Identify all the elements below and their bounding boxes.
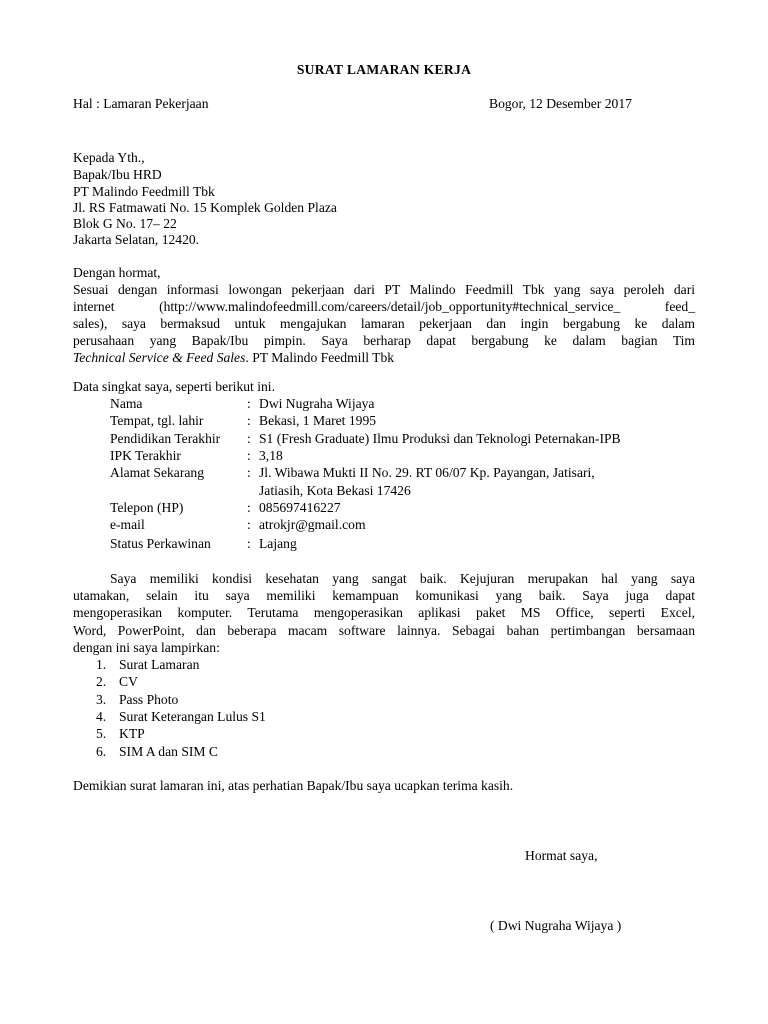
company-name: . PT Malindo Feedmill Tbk xyxy=(245,350,395,365)
data-separator: : xyxy=(247,500,251,515)
list-number: 4. xyxy=(96,709,107,724)
data-value: Jl. Wibawa Mukti II No. 29. RT 06/07 Kp. Payangan, Jatisari, xyxy=(259,465,595,480)
data-value: atrokjr@gmail.com xyxy=(259,517,366,532)
data-label: IPK Terakhir xyxy=(110,448,181,463)
data-separator: : xyxy=(247,431,251,446)
data-intro: Data singkat saya, seperti berikut ini. xyxy=(73,379,275,394)
list-text: KTP xyxy=(119,726,145,741)
data-label: Pendidikan Terakhir xyxy=(110,431,221,446)
data-label: Telepon (HP) xyxy=(110,500,184,515)
data-separator: : xyxy=(247,413,251,428)
data-label: Nama xyxy=(110,396,143,411)
signature-name: ( Dwi Nugraha Wijaya ) xyxy=(490,918,622,933)
list-item xyxy=(96,691,178,708)
list-text: Pass Photo xyxy=(119,692,179,707)
data-value: Lajang xyxy=(259,536,297,551)
paragraph-line xyxy=(73,349,394,366)
list-number: 6. xyxy=(96,744,107,759)
list-number: 5. xyxy=(96,726,107,741)
paragraph-line: Saya memiliki kondisi kesehatan yang sangat baik. Kejujuran merupakan hal yang saya xyxy=(110,571,695,586)
paragraph-line: sales), saya bermaksud untuk mengajukan lamaran pekerjaan dan ingin bergabung ke dalam xyxy=(73,316,695,331)
list-item xyxy=(96,725,145,742)
data-value: 085697416227 xyxy=(259,500,341,515)
paragraph-line: mengoperasikan komputer. Terutama mengoperasikan aplikasi paket MS Office, seperti Excel, xyxy=(73,605,695,620)
letter-place-date: Bogor, 12 Desember 2017 xyxy=(489,96,632,111)
list-text: Surat Keterangan Lulus S1 xyxy=(119,709,266,724)
data-value: 3,18 xyxy=(259,448,283,463)
paragraph-line: dengan ini saya lampirkan: xyxy=(73,640,220,655)
recipient-line: Kepada Yth., xyxy=(73,150,145,165)
list-text: CV xyxy=(119,674,138,689)
list-item xyxy=(96,656,199,673)
data-separator: : xyxy=(247,517,251,532)
paragraph-line: Word, PowerPoint, dan beberapa macam software lainnya. Sebagai bahan pertimbangan bersamaan xyxy=(73,623,695,638)
data-value: Jatiasih, Kota Bekasi 17426 xyxy=(259,483,411,498)
list-item xyxy=(96,708,266,725)
recipient-line: PT Malindo Feedmill Tbk xyxy=(73,184,215,199)
recipient-line: Jakarta Selatan, 12420. xyxy=(73,232,200,247)
data-label: Tempat, tgl. lahir xyxy=(110,413,204,428)
data-separator: : xyxy=(247,536,251,551)
recipient-line: Bapak/Ibu HRD xyxy=(73,167,162,182)
data-separator: : xyxy=(247,396,251,411)
list-text: Surat Lamaran xyxy=(119,657,200,672)
data-value: Dwi Nugraha Wijaya xyxy=(259,396,375,411)
data-separator: : xyxy=(247,448,251,463)
regards: Hormat saya, xyxy=(525,848,598,863)
list-text: SIM A dan SIM C xyxy=(119,744,218,759)
data-label: e-mail xyxy=(110,517,145,532)
list-item xyxy=(96,673,138,690)
list-number: 3. xyxy=(96,692,107,707)
data-value: S1 (Fresh Graduate) Ilmu Produksi dan Teknologi Peternakan-IPB xyxy=(259,431,621,446)
recipient-line: Jl. RS Fatmawati No. 15 Komplek Golden Plaza xyxy=(73,200,337,215)
paragraph-line: Sesuai dengan informasi lowongan pekerjaan dari PT Malindo Feedmill Tbk yang saya peroleh dari xyxy=(73,282,695,297)
letter-subject: Hal : Lamaran Pekerjaan xyxy=(73,96,209,111)
job-position: Technical Service & Feed Sales xyxy=(73,350,246,365)
list-number: 2. xyxy=(96,674,107,689)
paragraph-line: perusahaan yang Bapak/Ibu pimpin. Saya berharap dapat bergabung ke dalam bagian Tim xyxy=(73,333,695,348)
greeting: Dengan hormat, xyxy=(73,265,161,280)
list-item xyxy=(96,743,218,760)
list-number: 1. xyxy=(96,657,107,672)
recipient-line: Blok G No. 17– 22 xyxy=(73,216,177,231)
letter-title: SURAT LAMARAN KERJA xyxy=(296,62,472,77)
data-separator: : xyxy=(247,465,251,480)
data-label: Status Perkawinan xyxy=(110,536,211,551)
data-label: Alamat Sekarang xyxy=(110,465,204,480)
closing-sentence: Demikian surat lamaran ini, atas perhatian Bapak/Ibu saya ucapkan terima kasih. xyxy=(73,778,514,793)
data-value: Bekasi, 1 Maret 1995 xyxy=(259,413,377,428)
paragraph-line: internet (http://www.malindofeedmill.com/careers/detail/job_opportunity#technical_service_ feed_ xyxy=(73,299,695,314)
paragraph-line: utamakan, selain itu saya memiliki kemampuan komunikasi yang baik. Saya juga dapat xyxy=(73,588,695,603)
